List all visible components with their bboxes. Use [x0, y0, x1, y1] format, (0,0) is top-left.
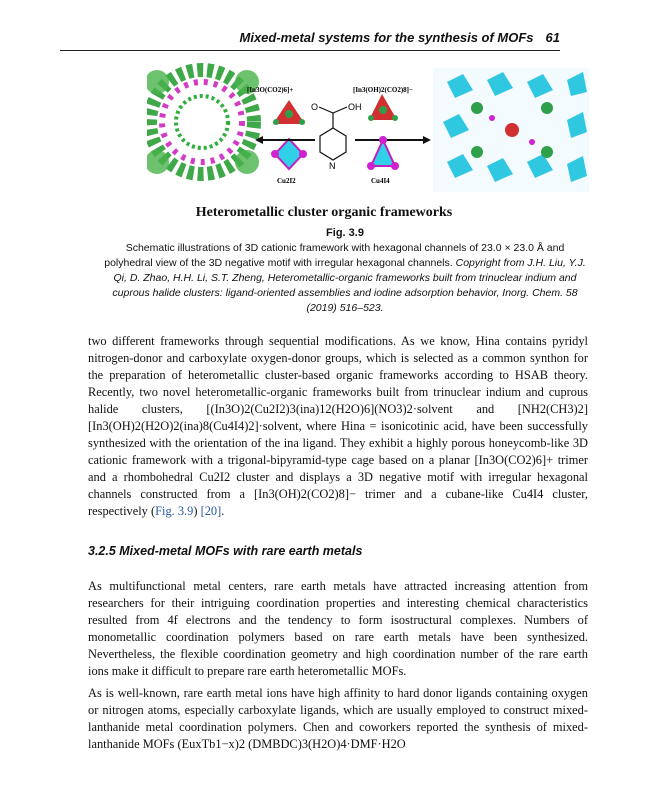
cationic-framework-image	[147, 70, 259, 174]
ligand-o: O	[311, 102, 319, 112]
in3o-cluster-image	[273, 100, 305, 125]
ligand-oh: OH	[348, 102, 362, 112]
paragraph-3	[88, 685, 588, 753]
running-title: Mixed-metal systems for the synthesis of MOFs	[239, 30, 534, 45]
figure-number: Fig. 3.9	[326, 227, 364, 239]
paragraph-1-text: two different frameworks through sequential modifications. As we know, Hina contains pyridyl nitrogen-donor and carboxylate oxygen-donor groups, which is selected as a common synthon for the preparation of heterometallic cluster-based organic frameworks according to HSAB theory. Recently, two novel heterometallic-organic frameworks built from trinuclear indium and cuprous halide clusters, [(In3O)2(Cu2I2)3(ina)12(H2O)6](NO3)2·solvent and [NH2(CH3)2][In3(OH)2(H2O)2(ina)8(Cu4I4)2]·solvent, where Hina = isonicotinic acid, have been successfully synthesized with the orientation of the ina ligand. They exhibit a highly porous honeycomb-like 3D cationic framework with a trigonal-bipyramid-type cage based on a planar [In3O(CO2)6]+ trimer and a rhombohedral Cu2I2 cluster and displays a 3D negative motif with irregular hexagonal channels constructed from a [In3(OH)2(CO2)8]− trimer and a cubane-like Cu4I4 cluster, respectively	[88, 334, 588, 518]
section-heading: 3.2.5 Mixed-metal MOFs with rare earth metals	[88, 544, 363, 558]
isonicotinic-ligand-image	[319, 107, 347, 160]
label-in3oh2: [In3(OH)2(CO2)8]−	[353, 86, 413, 94]
paragraph-1: two different frameworks through sequential modifications. As we know, Hina contains pyridyl nitrogen-donor and carboxylate oxygen-donor groups, which is selected as a common synthon for the preparation of heterometallic cluster-based organic frameworks according to HSAB theory. Recently, two novel heterometallic-organic frameworks built from trinuclear indium and cuprous halide clusters, [(In3O)2(Cu2I2)3(ina)12(H2O)6](NO3)2·solvent and [NH2(CH3)2][In3(OH)2(H2O)2(ina)8(Cu4I4)2]·solvent, where Hina = isonicotinic acid, have been successfully synthesized with the orientation of the ina ligand. They exhibit a highly porous honeycomb-like 3D cationic framework with a trigonal-bipyramid-type cage based on a planar [In3O(CO2)6]+ trimer and a rhombohedral Cu2I2 cluster and displays a 3D negative motif with irregular hexagonal channels constructed from a [In3(OH)2(CO2)8]− trimer and a cubane-like Cu4I4 cluster, respectively (Fig. 3.9) [20].	[88, 334, 588, 518]
figure-link[interactable]: Fig. 3.9	[155, 504, 194, 518]
paragraph-2	[88, 578, 588, 680]
running-header	[60, 30, 560, 51]
page-number: 61	[545, 30, 560, 45]
figure-3-9	[147, 62, 593, 222]
label-cu2i2: Cu2I2	[277, 177, 296, 185]
cu2i2-cluster-image	[271, 139, 307, 169]
caption-text: Schematic illustrations of 3D cationic framework with hexagonal channels of 23.0 × 23.0 Å and polyhedral view of the 3D negative motif with irregular hexagonal channels.	[104, 242, 565, 269]
label-cu4i4: Cu4I4	[371, 177, 390, 185]
ligand-n: N	[329, 161, 336, 171]
in3oh2-cluster-image	[368, 94, 398, 121]
caption-credit: Copyright from J.H. Liu, Y.J. Qi, D. Zhao, H.H. Li, S.T. Zheng, Heterometallic-organic frameworks built from trinuclear indium and cuprous halide clusters: ligand-oriented assemblies and iodine adsorption behavior, Inorg. Chem. 58 (2019) 516–523.	[112, 257, 586, 314]
paragraph-3-text: As is well-known, rare earth metal ions have high affinity to hard donor ligands containing oxygen or nitrogen atoms, especially carboxylate ligands, which are usually employed to construct mixed-lanthanide metal coordination polymers. Chen and coworkers reported the synthesis of mixed-lanthanide MOFs (EuxTb1−x)2 (DMBDC)3(H2O)4·DMF·H2O	[88, 686, 588, 751]
negative-motif-framework-image	[433, 68, 589, 192]
cu4i4-cluster-image	[367, 136, 399, 170]
citation-link[interactable]: [20]	[200, 504, 222, 518]
figure-caption	[104, 226, 586, 316]
figure-title: Heterometallic cluster organic frameworks	[195, 205, 453, 220]
label-in3o: [In3O(CO2)6]+	[247, 86, 294, 94]
arrow-icons	[255, 136, 431, 144]
paragraph-2-text: As multifunctional metal centers, rare earth metals have attracted increasing attention from researchers for their intriguing coordination properties and interesting chemical characteristics resulted from 4f electrons and the tendency to form isostructural complexes. Numbers of monometallic coordination polymers based on rare earth metals have been synthesized. Nevertheless, the flexible coordination geometry and high coordination number of the rare earth ions make it difficult to prepare rare earth heterometallic MOFs.	[88, 579, 588, 678]
